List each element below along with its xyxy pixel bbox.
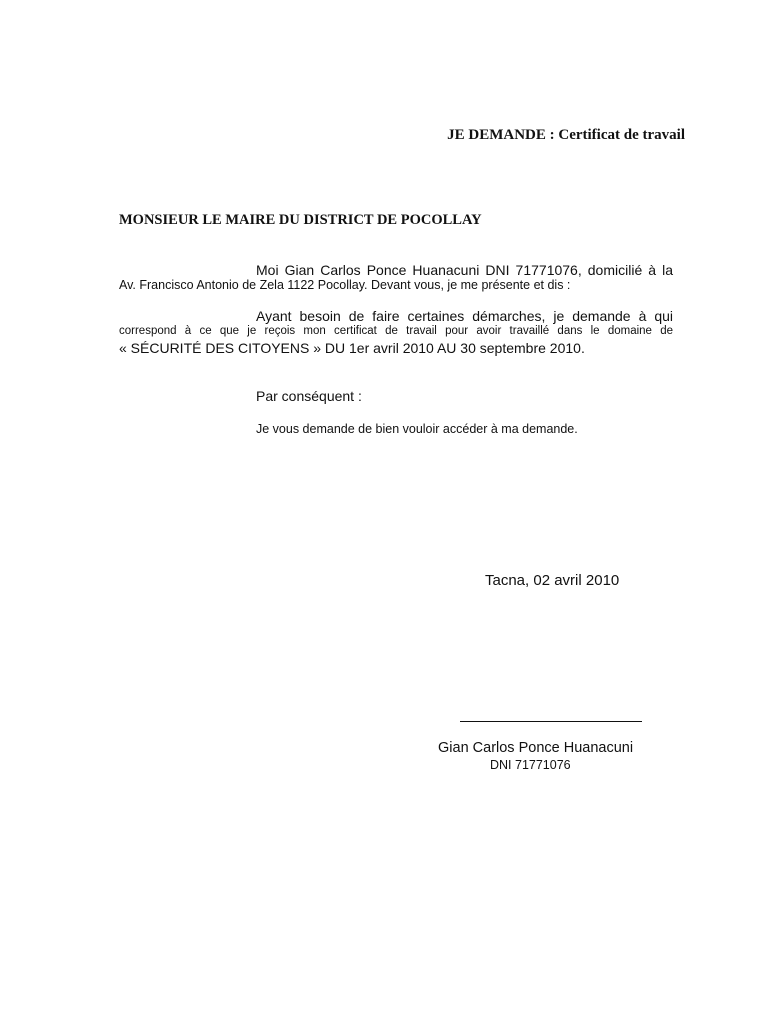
- reason-paragraph: [119, 308, 673, 358]
- request-text: Je vous demande de bien vouloir accéder à ma demande.: [256, 422, 578, 436]
- place-date: Tacna, 02 avril 2010: [485, 572, 620, 589]
- intro-line-1: Moi Gian Carlos Ponce Huanacuni DNI 71771076, domicilié à la: [256, 262, 673, 278]
- letter-subject: JE DEMANDE : Certificat de travail: [447, 127, 685, 143]
- reason-line-1: Ayant besoin de faire certaines démarches, je demande à qui: [256, 308, 673, 324]
- reason-line-3: « SÉCURITÉ DES CITOYENS » DU 1er avril 2010 AU 30 septembre 2010.: [119, 340, 585, 356]
- intro-line-2: Av. Francisco Antonio de Zela 1122 Pocollay. Devant vous, je me présente et dis :: [119, 278, 571, 292]
- signature-line: [460, 721, 642, 722]
- letter-addressee: MONSIEUR LE MAIRE DU DISTRICT DE POCOLLAY: [119, 212, 482, 228]
- signature-id: DNI 71771076: [490, 758, 571, 772]
- reason-line-2: correspond à ce que je reçois mon certificat de travail pour avoir travaillé dans le domaine de: [119, 325, 673, 337]
- signature-name: Gian Carlos Ponce Huanacuni: [438, 740, 634, 756]
- therefore-text: Par conséquent :: [256, 388, 362, 404]
- intro-paragraph: [119, 262, 673, 293]
